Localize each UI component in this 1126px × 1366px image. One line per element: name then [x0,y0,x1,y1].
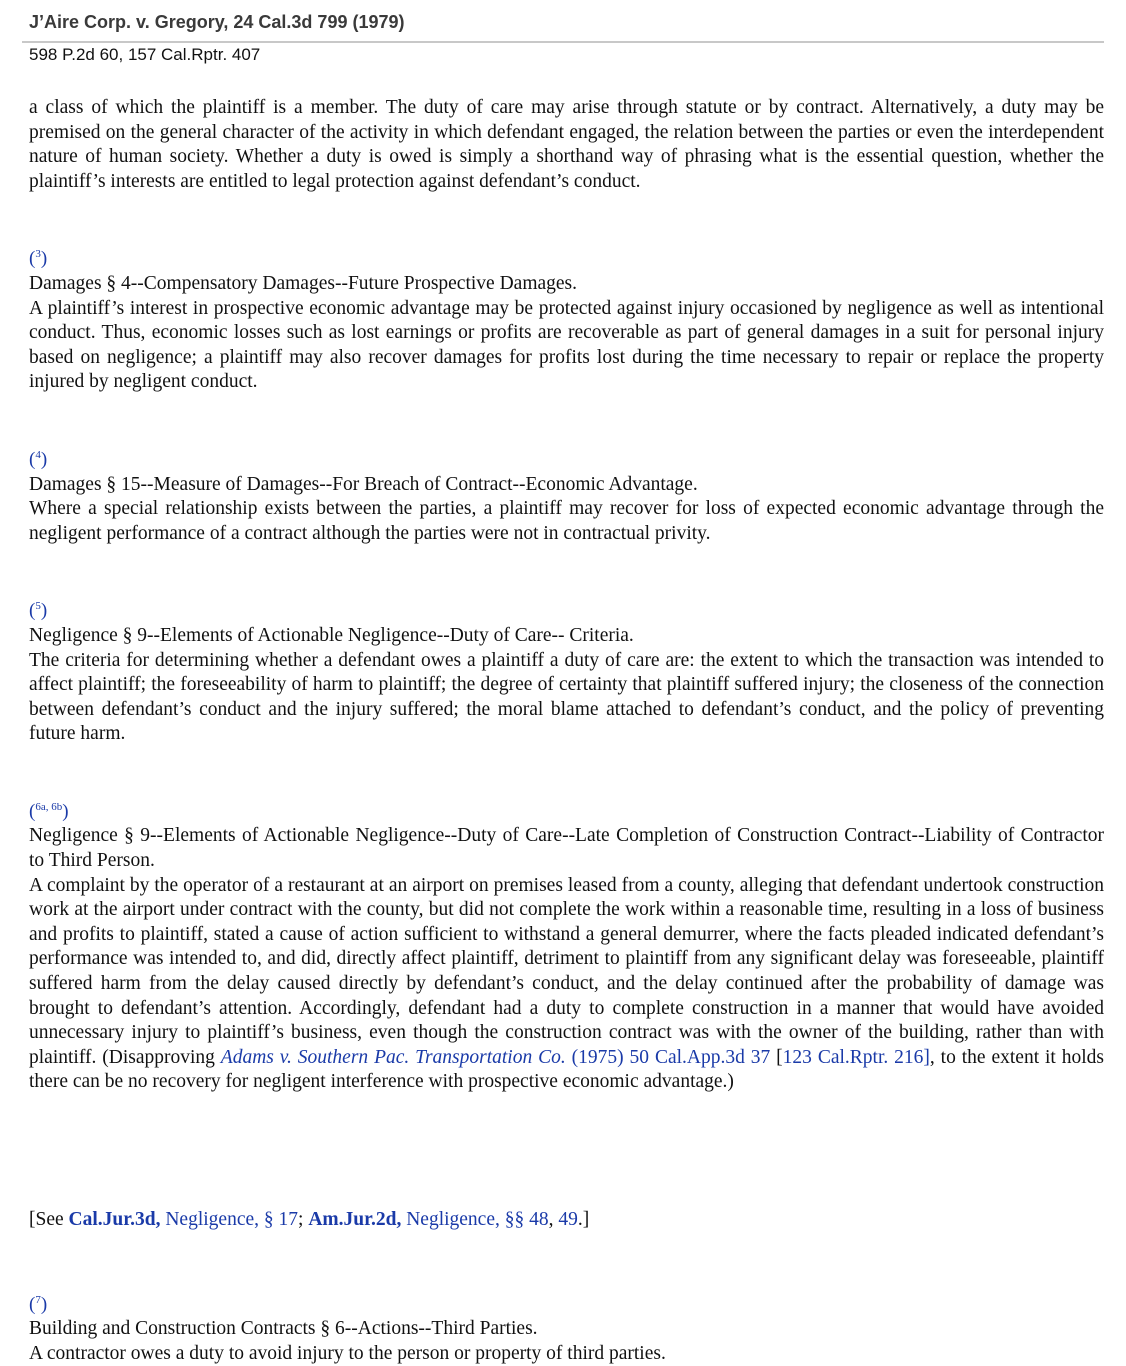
parallel-cite-link[interactable]: 123 Cal.Rptr. 216] [782,1046,930,1068]
amjur-topic-link[interactable]: Negligence, §§ 48 [401,1209,549,1230]
headnote-7 [29,1288,1104,1366]
case-cite-link[interactable]: (1975) 50 Cal.App.3d 37 [565,1046,771,1068]
headnote-number-link[interactable]: ($^5$) [29,600,48,622]
headnote-text: A complaint by the operator of a restaurant at an airport on premises leased from a county, alleging that defendant undertook construction work at the airport under contract with the county, but did not complete the work within a reasonable time, resulting in a loss of business and profits to plaintiff, stated a cause of action sufficient to withstand a general demurrer, where the facts pleaded indicated defendant’s performance was intended to, and did, directly affect plaintiff, detriment to plaintiff from any significant delay was foreseeable, plaintiff suffered harm from the delay caused directly by defendant’s conduct, and the delay continued after the probability of damage was brought to defendant’s attention. Accordingly, defendant had a duty to complete construction in a manner that would have avoided unnecessary injury to plaintiff’s business, even though the construction contract was with the owner of the building, rather than with plaintiff. (Disapproving Adams v. Southern Pac. Transportation Co. (1975) 50 Cal.App.3d 37 [123 Cal.Rptr. 216], to the extent it holds there can be no recovery for negligent interference with prospective economic advantage.) [29,874,1105,1093]
parallel-citation: 598 P.2d 60, 157 Cal.Rptr. 407 [29,45,261,64]
case-title: J’Aire Corp. v. Gregory, 24 Cal.3d 799 (1979) [29,12,405,32]
headnote-number-link[interactable]: ($^3$) [29,248,48,270]
caljur-topic-link[interactable]: Negligence, § 17 [160,1209,299,1230]
see-also-references: [See Cal.Jur.3d, Negligence, § 17; Am.Jur.2d, Negligence, §§ 48, 49.] [29,1209,590,1230]
intro-paragraph: a class of which the plaintiff is a member. The duty of care may arise through statute or by contract. Alternatively, a duty may be premised on the general character of the activity in which defendant engaged, the relation between the parties or even the interdependent nature of human society. Whether a duty is owed is simply a shorthand way of phrasing what is the essential question, whether the plaintiff’s interests are entitled to legal protection against defendant’s conduct. [29,97,1104,192]
headnote-3 [29,242,1104,395]
headnote-number-link[interactable]: ($^7$) [29,1293,48,1315]
headnote-heading: Damages § 4--Compensatory Damages--Future Prospective Damages. [29,272,578,294]
headnote-heading: Building and Construction Contracts § 6--Actions--Third Parties. [29,1318,538,1340]
case-link-adams[interactable]: Adams v. Southern Pac. Transportation Co. [220,1046,566,1068]
headnote-text: A plaintiff’s interest in prospective economic advantage may be protected against injury occasioned by negligence as well as intentional conduct. Thus, economic losses such as lost earnings or profits are recoverable as part of general damages in a suit for personal injury based on negligence; a plaintiff may also recover damages for profits lost during the time necessary to repair or replace the property injured by negligent conduct. [29,297,1104,393]
headnote-5 [29,594,1104,747]
headnote-text: The criteria for determining whether a defendant owes a plaintiff a duty of care are: the extent to which the transaction was intended to affect plaintiff; the foreseeability of harm to plaintiff; the degree of certainty that plaintiff suffered injury; the closeness of the connection between defendant’s conduct and the injury suffered; the moral blame attached to defendant’s conduct, and the policy of preventing future harm. [29,649,1104,745]
header-divider [22,41,1104,43]
amjur-link[interactable]: Am.Jur.2d, [308,1209,402,1230]
headnote-heading: Damages § 15--Measure of Damages--For Breach of Contract--Economic Advantage. [29,473,698,495]
headnote-heading: Negligence § 9--Elements of Actionable Negligence--Duty of Care--Late Completion of Construction Contract--Liability of Contractor to Third Person. [29,825,1104,872]
headnote-number-link[interactable]: ($^4$) [29,448,48,470]
headnote-4 [29,443,1104,546]
amjur-section-link[interactable]: 49 [558,1209,578,1230]
headnote-6 [29,795,1104,1095]
opinion-body [29,96,1104,1366]
headnote-number-link[interactable]: ($^{6a,}$ $^{6b}$) [29,800,69,822]
headnote-text: A contractor owes a duty to avoid injury to the person or property of third parties. [29,1342,666,1364]
headnote-text: Where a special relationship exists between the parties, a plaintiff may recover for loss of expected economic advantage through the negligent performance of a contract although the parties were not in contractual privity. [29,498,1104,544]
headnote-heading: Negligence § 9--Elements of Actionable Negligence--Duty of Care-- Criteria. [29,624,634,646]
caljur-link[interactable]: Cal.Jur.3d, [68,1209,161,1230]
